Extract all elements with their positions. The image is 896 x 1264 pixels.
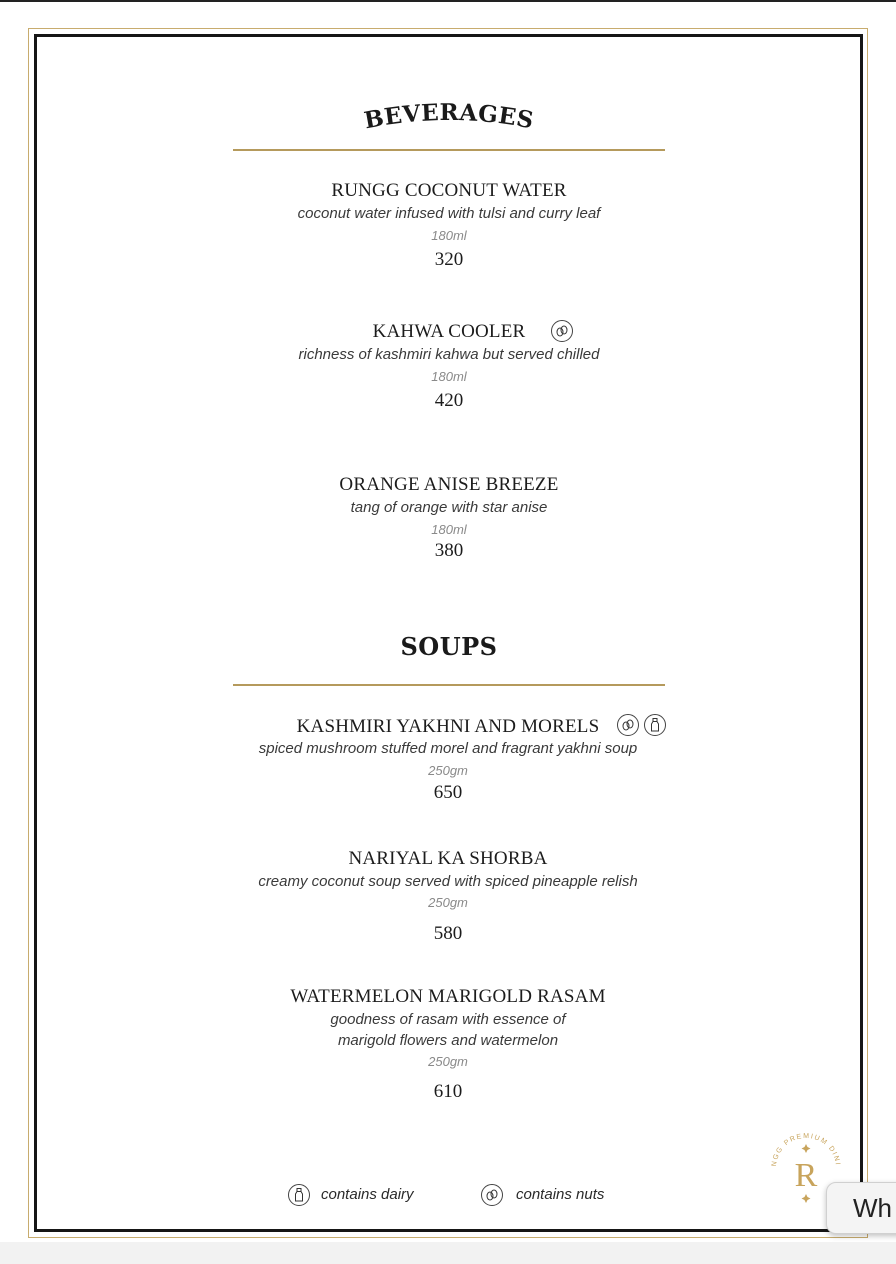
item-price: 610 <box>433 1081 463 1102</box>
item-price: 650 <box>433 782 463 803</box>
item-name: KASHMIRI YAKHNI AND MORELS <box>296 716 600 737</box>
item-quantity: 250gm <box>428 1054 468 1069</box>
item-description: coconut water infused with tulsi and curry leaf <box>297 205 601 222</box>
nuts-icon <box>551 320 573 342</box>
item-quantity: 250gm <box>428 763 468 778</box>
nuts-icon <box>481 1184 503 1206</box>
svg-text:R: R <box>794 1157 818 1194</box>
item-quantity: 180ml <box>431 522 467 537</box>
item-description: marigold flowers and watermelon <box>337 1032 559 1049</box>
svg-text:RUNGG PREMIUM DINING: NGG PREMIUM DINI <box>770 1132 841 1167</box>
item-description: spiced mushroom stuffed morel and fragrant yakhni soup <box>258 740 638 757</box>
item-price: 580 <box>433 923 463 944</box>
item-quantity: 180ml <box>431 228 467 243</box>
item-price: 380 <box>434 540 464 561</box>
bottom-strip <box>0 1242 896 1264</box>
section-title-beverages <box>233 98 665 144</box>
soups-divider <box>233 684 665 686</box>
overlay-chip[interactable]: Wh <box>826 1182 896 1234</box>
item-name: WATERMELON MARIGOLD RASAM <box>290 986 606 1007</box>
item-description: tang of orange with star anise <box>350 499 548 516</box>
dairy-bottle-icon <box>644 714 666 736</box>
item-description: creamy coconut soup served with spiced pineapple relish <box>258 873 638 890</box>
item-quantity: 180ml <box>431 369 467 384</box>
item-description: richness of kashmiri kahwa but served chilled <box>298 346 600 363</box>
item-name: RUNGG COCONUT WATER <box>331 180 567 201</box>
item-name: NARIYAL KA SHORBA <box>348 848 548 869</box>
item-name: ORANGE ANISE BREEZE <box>339 474 559 495</box>
item-name: KAHWA COOLER <box>372 321 526 342</box>
dairy-bottle-icon <box>288 1184 310 1206</box>
item-price: 320 <box>434 249 464 270</box>
top-edge-line <box>0 0 896 2</box>
beverages-arched-title <box>233 98 665 138</box>
item-price: 420 <box>434 390 464 411</box>
nuts-icon <box>617 714 639 736</box>
svg-text:BEVERAGES: BEVERAGES <box>361 98 537 135</box>
section-title-soups: SOUPS <box>400 632 498 661</box>
beverages-divider <box>233 149 665 151</box>
legend-nuts: contains nuts <box>516 1186 605 1203</box>
item-description: goodness of rasam with essence of <box>330 1011 566 1028</box>
legend-dairy: contains dairy <box>321 1186 414 1203</box>
item-quantity: 250gm <box>428 895 468 910</box>
